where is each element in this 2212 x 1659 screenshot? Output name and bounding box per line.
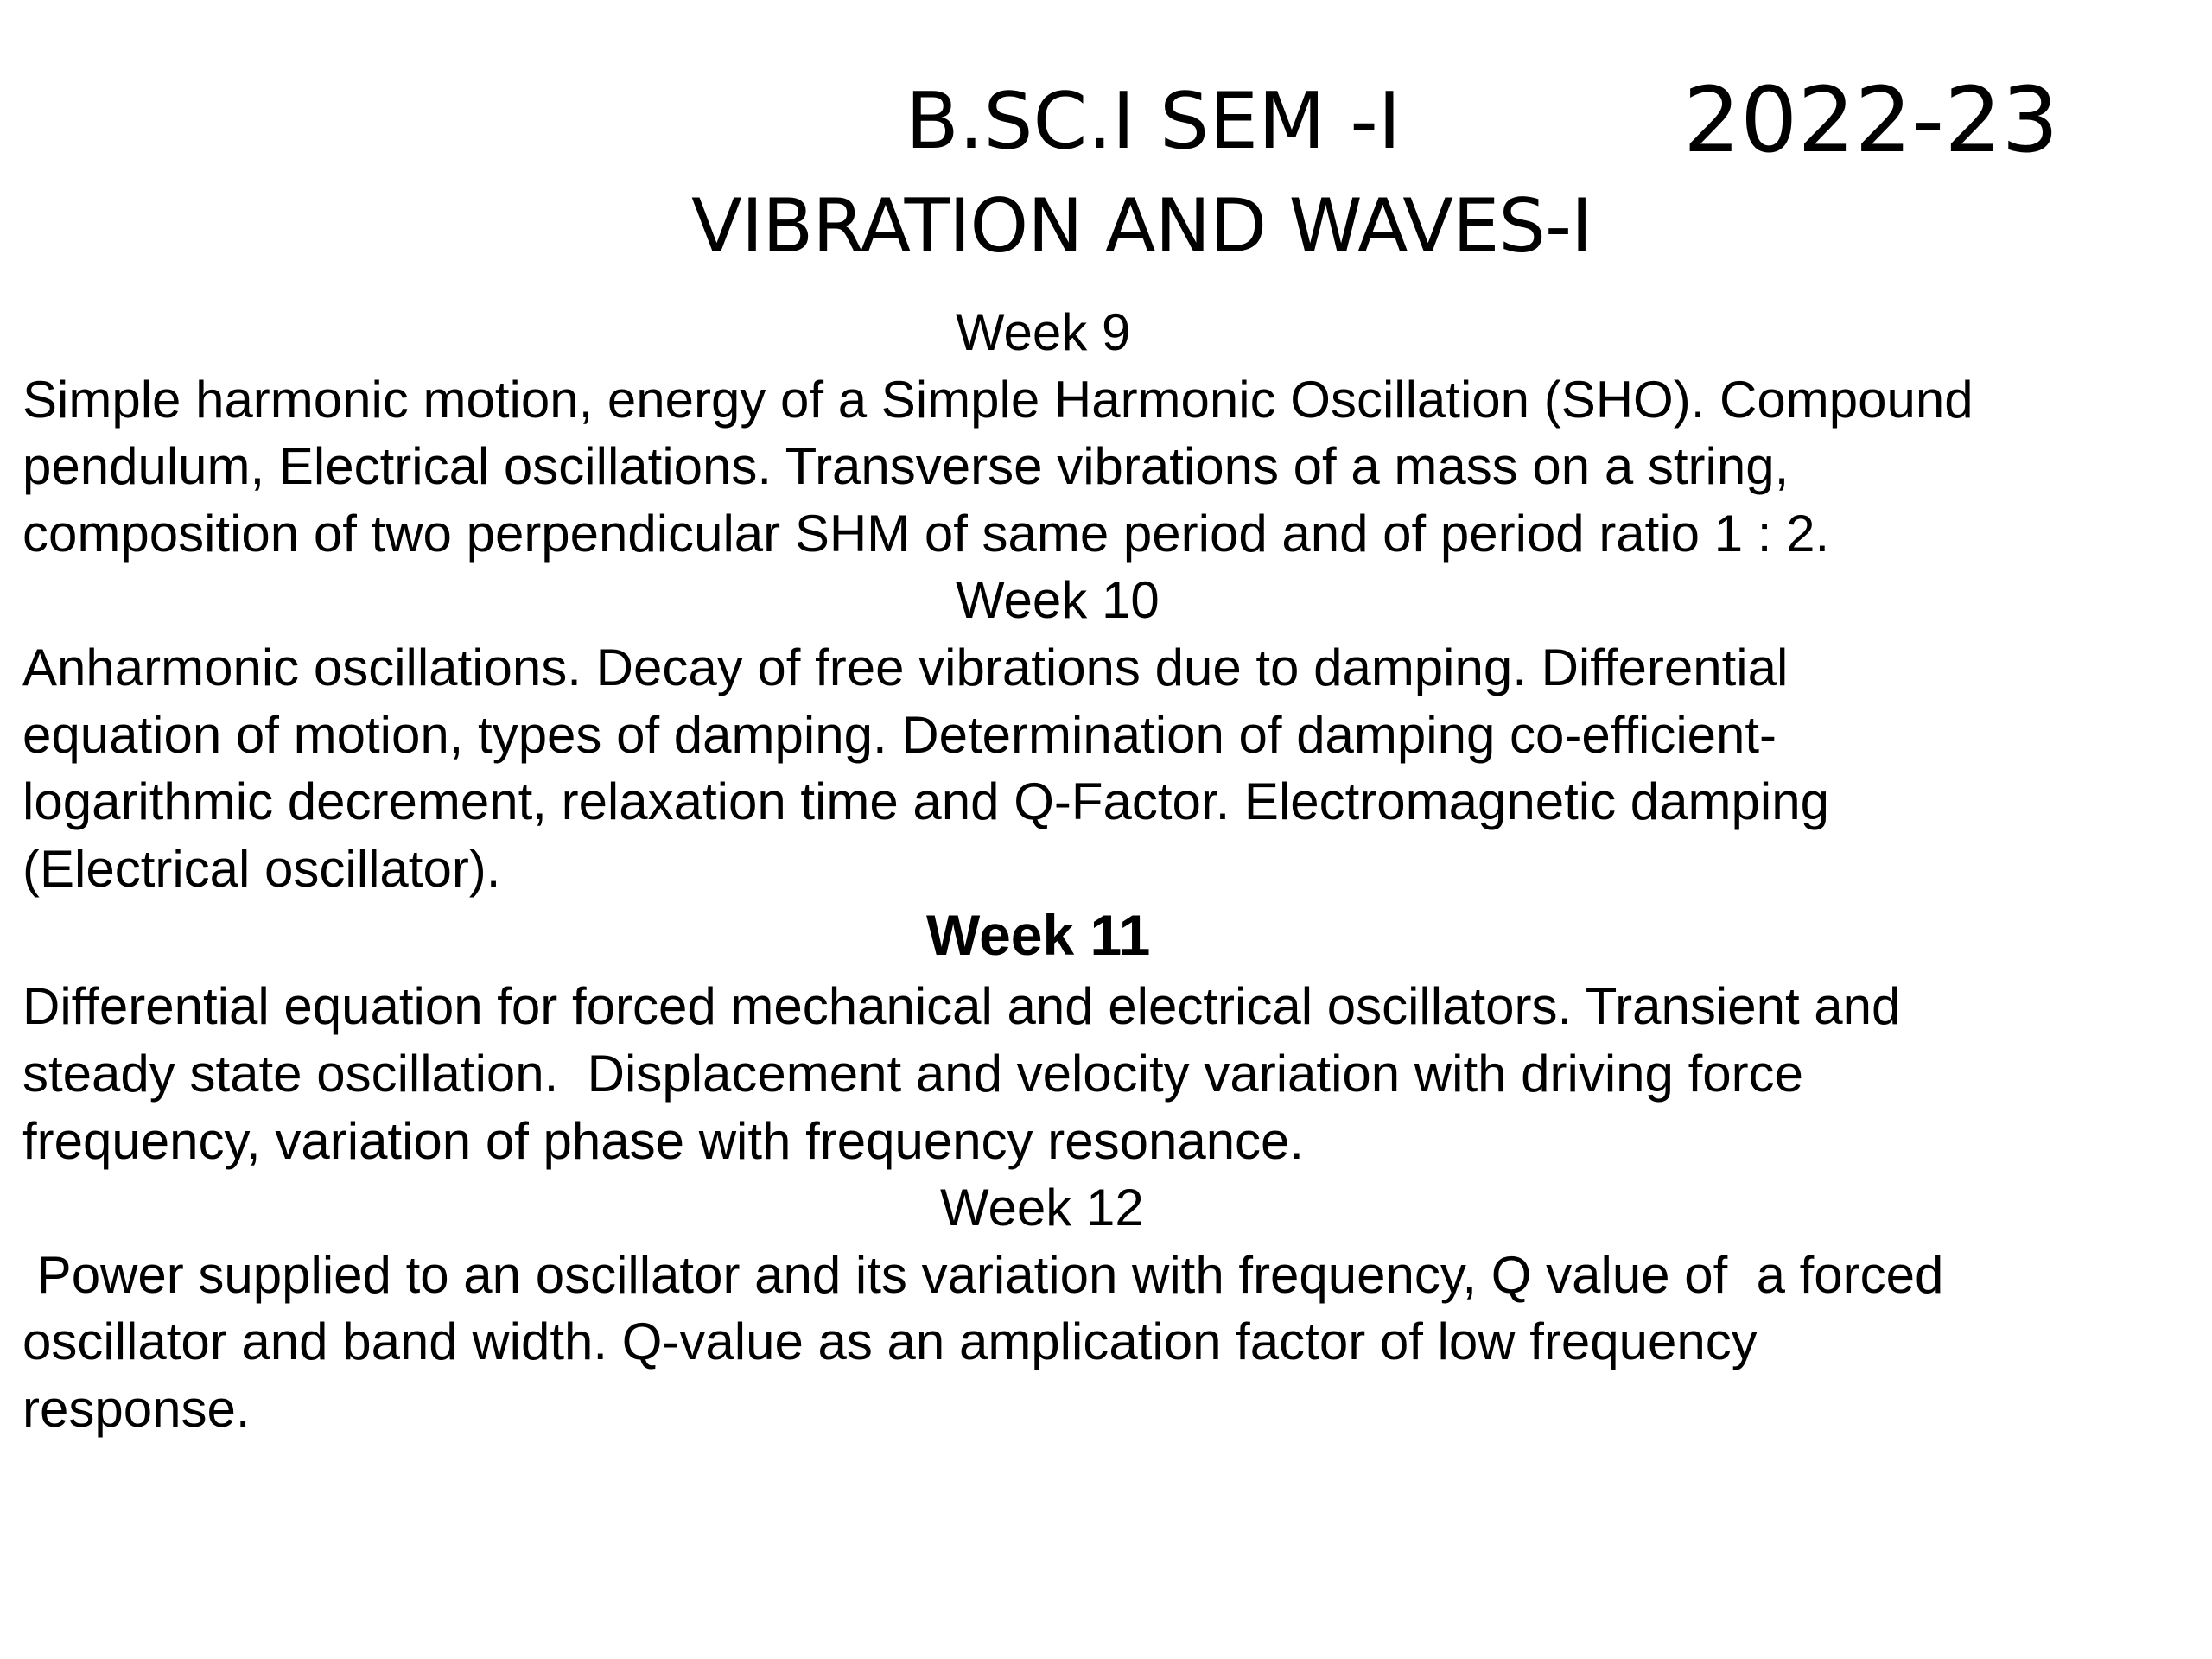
description-line: Simple harmonic motion, energy of a Simple Harmonic Oscillation (SHO). Compound	[22, 370, 1974, 429]
description-line: oscillator and band width. Q-value as an amplication factor of low frequency	[22, 1313, 1758, 1371]
week-description	[22, 973, 2165, 1174]
week-section	[22, 902, 2165, 1174]
description-line: frequency, variation of phase with frequency resonance.	[22, 1111, 1305, 1170]
week-description	[22, 1242, 2165, 1443]
week-section	[22, 567, 2165, 902]
week-heading: Week 11	[926, 903, 1151, 968]
week-section	[22, 1174, 2165, 1442]
course-title: VIBRATION AND WAVES-I	[691, 183, 1592, 270]
description-line: Power supplied to an oscillator and its variation with frequency, Q value of a forced	[22, 1245, 1944, 1304]
description-line: logarithmic decrement, relaxation time and Q-Factor. Electromagnetic damping	[22, 772, 1829, 831]
description-line: pendulum, Electrical oscillations. Transverse vibrations of a mass on a string,	[22, 437, 1789, 496]
description-line: equation of motion, types of damping. Determination of damping co-efficient-	[22, 705, 1777, 764]
description-line: Differential equation for forced mechanical and electrical oscillators. Transient and	[22, 977, 1901, 1036]
academic-year: 2022-23	[1683, 67, 2059, 173]
description-line: (Electrical oscillator).	[22, 839, 501, 898]
description-line: response.	[22, 1379, 251, 1438]
description-line: Anharmonic oscillations. Decay of free vibrations due to damping. Differential	[22, 638, 1789, 696]
description-line: composition of two perpendicular SHM of same period and of period ratio 1 : 2.	[22, 504, 1830, 563]
week-heading: Week 12	[940, 1179, 1144, 1237]
week-description	[22, 634, 2165, 902]
course-code-title: B.SC.I SEM -I	[906, 76, 1402, 167]
description-line: steady state oscillation. Displacement and velocity variation with driving force	[22, 1044, 1803, 1103]
week-description	[22, 366, 2165, 568]
week-heading: Week 10	[956, 571, 1160, 630]
week-heading: Week 9	[956, 303, 1131, 361]
syllabus-content	[22, 299, 2165, 1443]
week-section	[22, 299, 2165, 567]
